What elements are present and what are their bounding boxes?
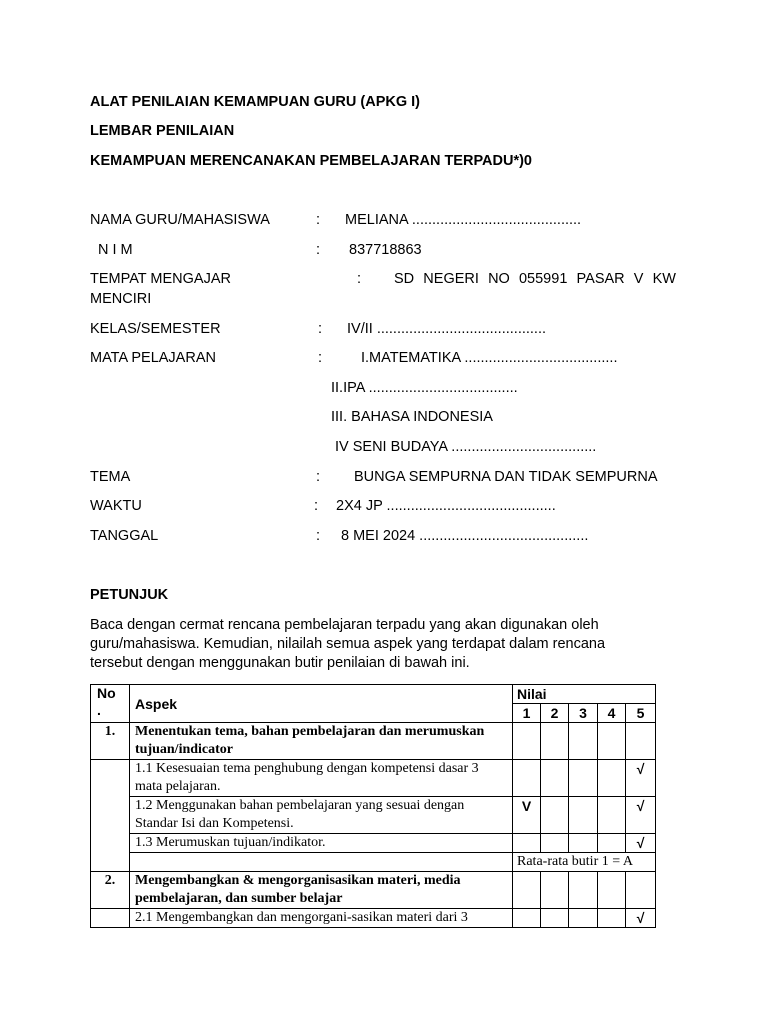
kelas-value: IV/II ..........................................	[347, 321, 547, 337]
header-title: ALAT PENILAIAN KEMAMPUAN GURU (APKG I)	[90, 94, 420, 110]
tema-colon: :	[316, 469, 321, 485]
waktu-colon: :	[314, 498, 319, 514]
check-mark: √	[626, 834, 656, 853]
tanggal-label: TANGGAL	[90, 528, 159, 544]
item-text: 1.3 Merumuskan tujuan/indikator.	[130, 834, 513, 853]
nama-label: NAMA GURU/MAHASISWA	[90, 212, 270, 228]
score-4: 4	[598, 704, 626, 723]
nama-value: MELIANA ..........................................	[345, 212, 582, 228]
tema-label: TEMA	[90, 469, 131, 485]
row-title: Mengembangkan & mengorganisasikan materi, media pembelajaran, dan sumber belajar	[130, 872, 513, 909]
header-nilai: Nilai	[513, 685, 656, 704]
item-text: 1.1 Kesesuaian tema penghubung dengan kompetensi dasar 3 mata pelajaran.	[130, 760, 513, 797]
row-number: 1.	[91, 723, 130, 760]
nim-label: N I M	[98, 242, 133, 258]
table-row	[91, 797, 656, 834]
mapel-label: MATA PELAJARAN	[90, 350, 216, 366]
header-subtitle: LEMBAR PENILAIAN	[90, 123, 235, 139]
table-row	[91, 723, 656, 760]
score-3: 3	[569, 704, 598, 723]
header-no: No .	[91, 685, 130, 723]
table-row	[91, 909, 656, 928]
kelas-colon: :	[318, 321, 323, 337]
petunjuk-line-2: guru/mahasiswa. Kemudian, nilailah semua aspek yang terdapat dalam rencana	[90, 636, 606, 652]
nim-colon: :	[316, 242, 321, 258]
mapel-colon: :	[318, 350, 323, 366]
tempat-label-cont: MENCIRI	[90, 291, 152, 307]
average-label: Rata-rata butir 1 = A	[513, 853, 656, 872]
score-2: 2	[541, 704, 569, 723]
mapel-item-4: IV SENI BUDAYA ....................................	[335, 439, 597, 455]
nama-colon: :	[316, 212, 321, 228]
check-mark: √	[626, 909, 656, 928]
item-text: 1.2 Menggunakan bahan pembelajaran yang sesuai dengan Standar Isi dan Kompetensi.	[130, 797, 513, 834]
kelas-label: KELAS/SEMESTER	[90, 321, 221, 337]
tema-value: BUNGA SEMPURNA DAN TIDAK SEMPURNA	[354, 469, 658, 485]
mapel-item-1: I.MATEMATIKA ......................................	[361, 350, 618, 366]
waktu-value: 2X4 JP ..........................................	[336, 498, 556, 514]
score-1: 1	[513, 704, 541, 723]
assessment-table	[90, 684, 656, 928]
table-row	[91, 834, 656, 853]
header-heading: KEMAMPUAN MERENCANAKAN PEMBELAJARAN TERPADU*)0	[90, 153, 532, 169]
check-mark: √	[626, 797, 656, 834]
check-mark: √	[626, 760, 656, 797]
mapel-item-2: II.IPA .....................................	[331, 380, 518, 396]
tanggal-value: 8 MEI 2024 ..........................................	[341, 528, 589, 544]
tanggal-colon: :	[316, 528, 321, 544]
v-mark: V	[513, 797, 541, 834]
nim-value: 837718863	[349, 242, 422, 258]
score-5: 5	[626, 704, 656, 723]
header-aspek: Aspek	[130, 685, 513, 723]
table-row	[91, 760, 656, 797]
tempat-colon: :	[357, 271, 362, 287]
tempat-value: SD NEGERI NO 055991 PASAR V KW	[394, 271, 676, 287]
waktu-label: WAKTU	[90, 498, 142, 514]
petunjuk-title: PETUNJUK	[90, 587, 169, 603]
table-row	[91, 872, 656, 909]
item-text: 2.1 Mengembangkan dan mengorgani-sasikan materi dari 3	[130, 909, 513, 928]
petunjuk-line-3: tersebut dengan menggunakan butir penilaian di bawah ini.	[90, 655, 470, 671]
row-number: 2.	[91, 872, 130, 909]
petunjuk-line-1: Baca dengan cermat rencana pembelajaran terpadu yang akan digunakan oleh	[90, 617, 599, 633]
average-row	[91, 853, 656, 872]
tempat-label: TEMPAT MENGAJAR	[90, 271, 231, 287]
mapel-item-3: III. BAHASA INDONESIA	[331, 409, 493, 425]
row-title: Menentukan tema, bahan pembelajaran dan merumuskan tujuan/indicator	[130, 723, 513, 760]
table-header-row	[91, 685, 656, 704]
